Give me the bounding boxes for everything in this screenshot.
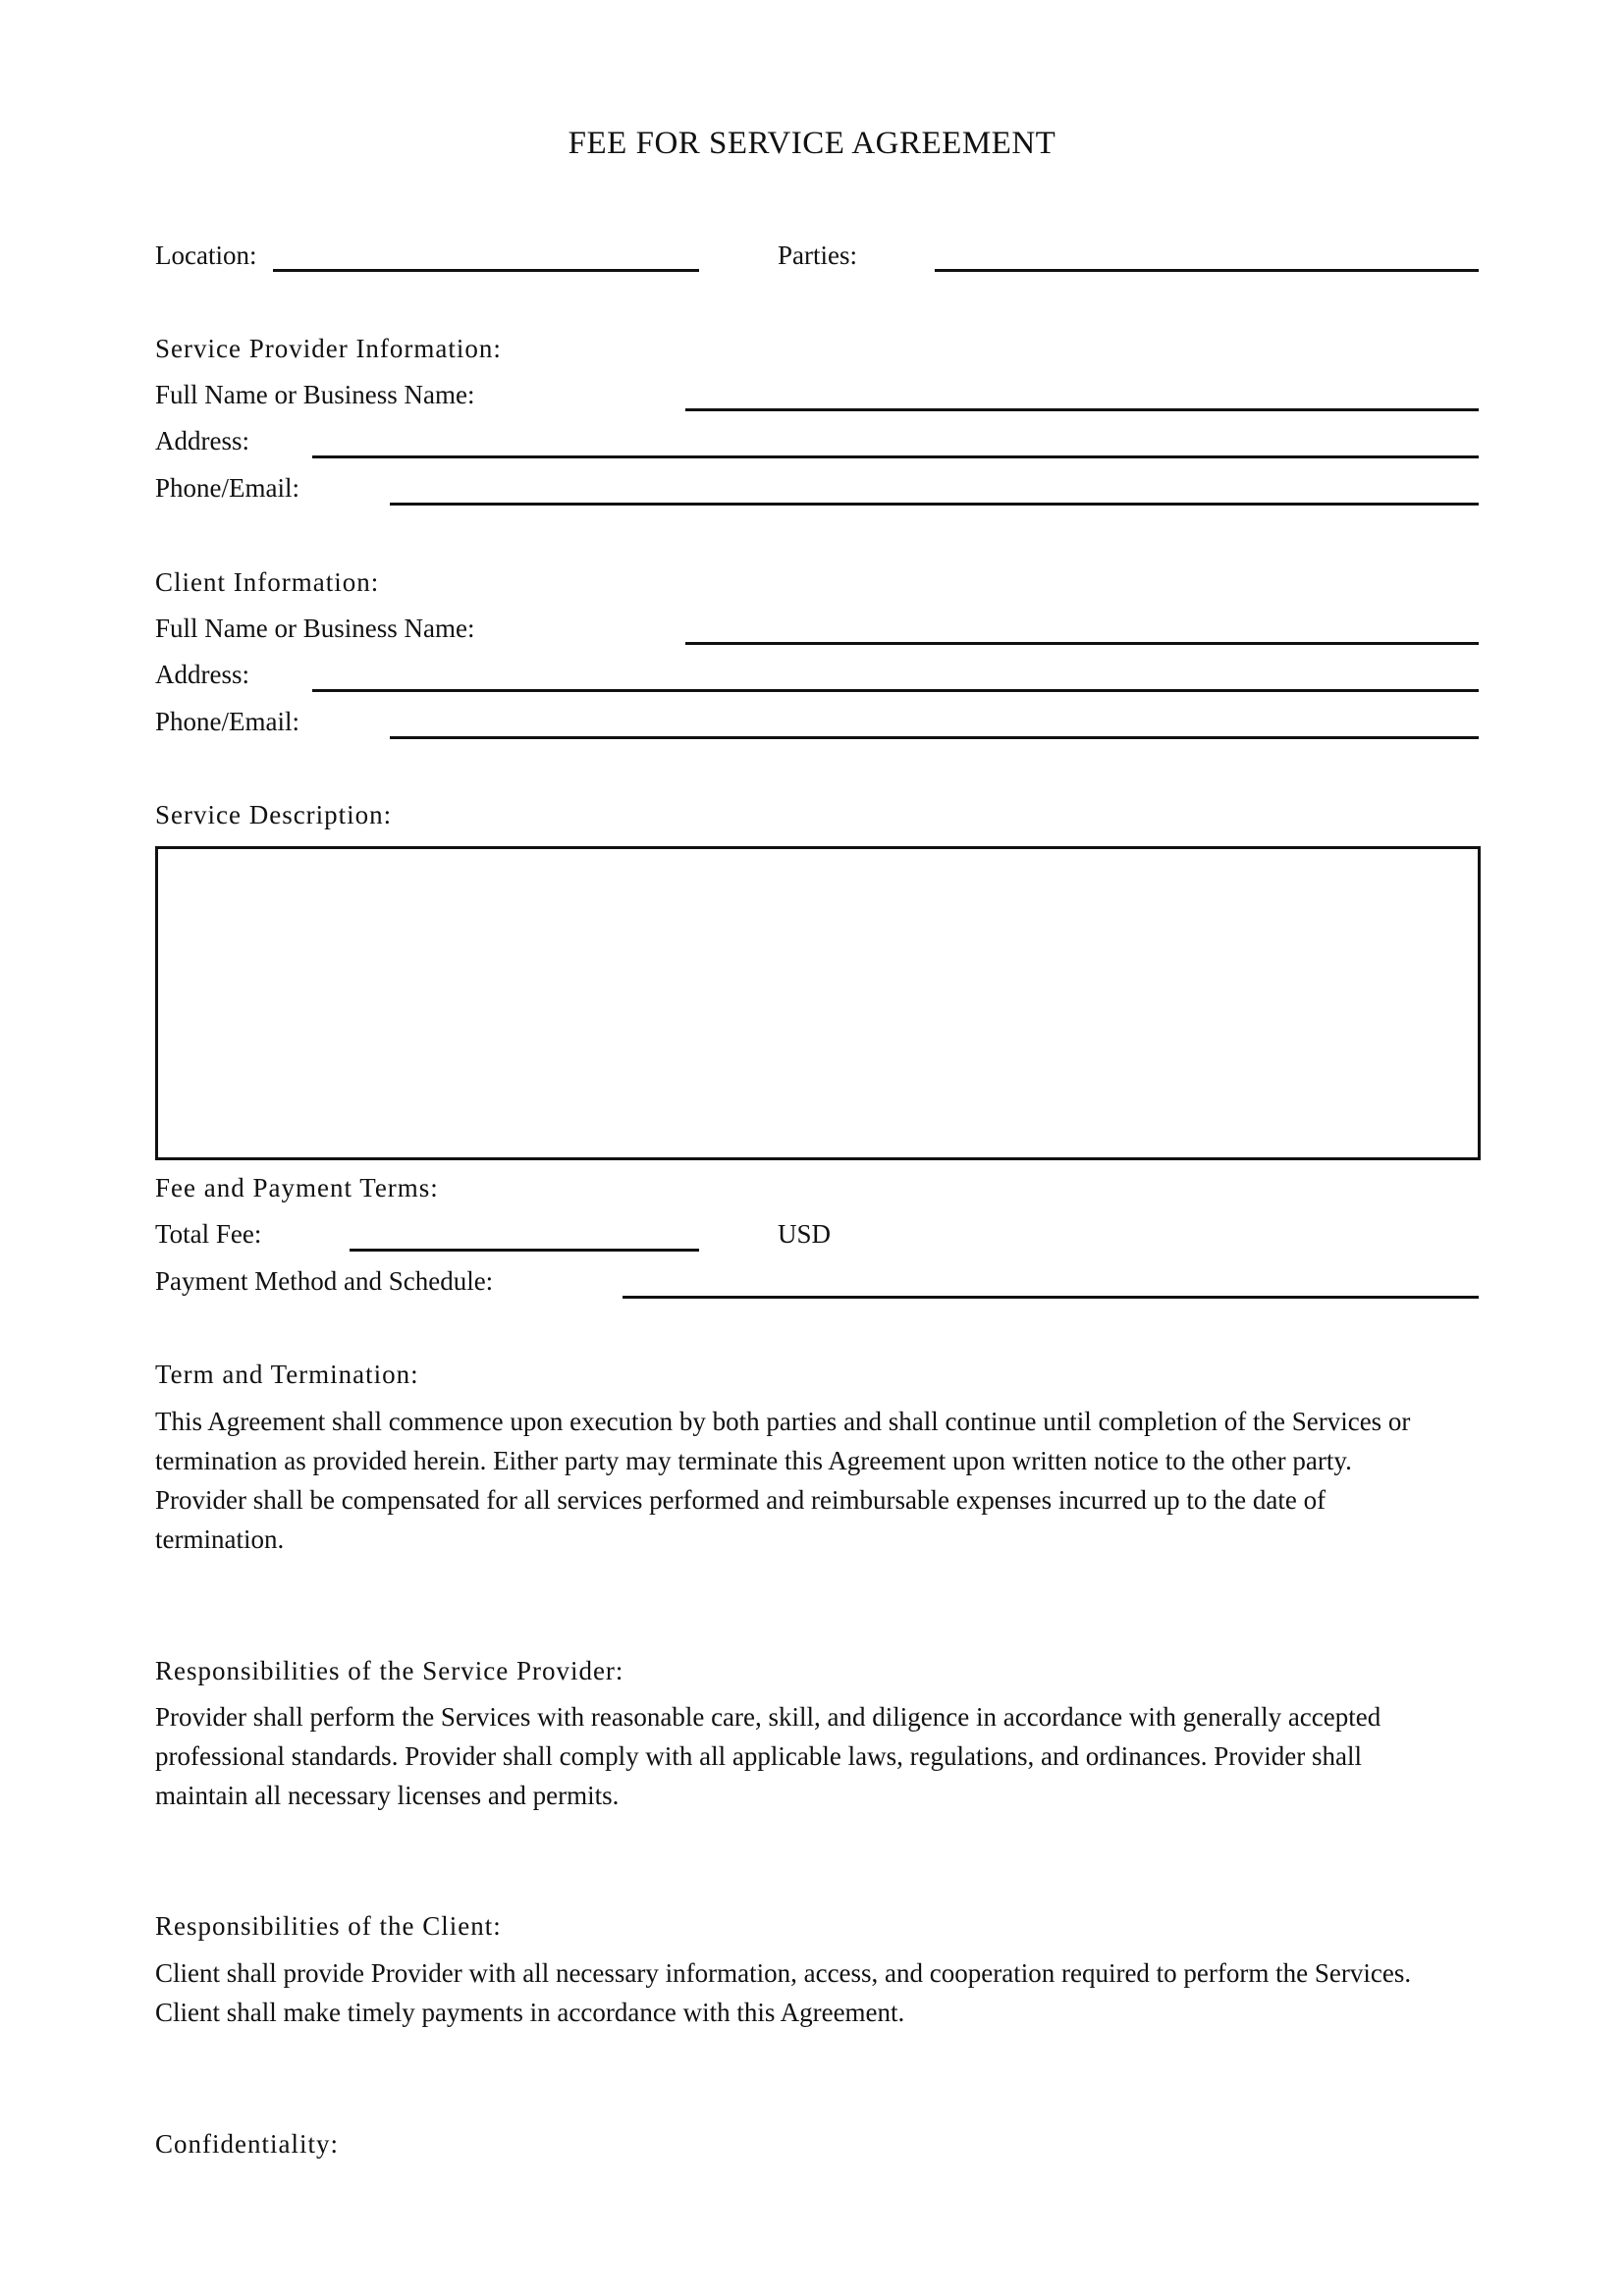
provider-responsibilities-heading: Responsibilities of the Service Provider: — [155, 1656, 624, 1685]
client-info-heading: Client Information: — [155, 567, 380, 597]
provider-address-field[interactable] — [312, 455, 1479, 458]
provider-contact-field[interactable] — [390, 503, 1479, 506]
provider-responsibilities-line: maintain all necessary licenses and permits. — [155, 1781, 620, 1810]
term-line: termination as provided herein. Either party may terminate this Agreement upon written notice to the other party. — [155, 1446, 1352, 1475]
provider-responsibilities-line: professional standards. Provider shall comply with all applicable laws, regulations, and ordinances. Provider shall — [155, 1741, 1362, 1771]
fee-terms-heading: Fee and Payment Terms: — [155, 1173, 439, 1202]
currency-label: USD — [778, 1219, 832, 1249]
payment-schedule-field[interactable] — [623, 1296, 1479, 1299]
total-fee-field[interactable] — [350, 1249, 699, 1252]
client-responsibilities-line: Client shall provide Provider with all necessary information, access, and cooperation required to perform the Services. — [155, 1958, 1412, 1988]
client-name-field[interactable] — [685, 642, 1479, 645]
document-title: FEE FOR SERVICE AGREEMENT — [568, 126, 1056, 161]
service-description-heading: Service Description: — [155, 800, 393, 829]
client-contact-label: Phone/Email: — [155, 707, 299, 736]
provider-responsibilities-text — [155, 1697, 1481, 1815]
provider-info-heading: Service Provider Information: — [155, 334, 502, 363]
client-address-field[interactable] — [312, 689, 1479, 692]
term-termination-text — [155, 1402, 1481, 1559]
client-responsibilities-line: Client shall make timely payments in accordance with this Agreement. — [155, 1998, 905, 2027]
term-line: This Agreement shall commence upon execution by both parties and shall continue until completion of the Services or — [155, 1407, 1411, 1436]
client-address-label: Address: — [155, 660, 249, 689]
parties-label: Parties: — [778, 240, 857, 270]
total-fee-label: Total Fee: — [155, 1219, 262, 1249]
provider-responsibilities-line: Provider shall perform the Services with reasonable care, skill, and diligence in accordance with generally accepted — [155, 1702, 1381, 1732]
payment-schedule-label: Payment Method and Schedule: — [155, 1266, 494, 1296]
provider-name-field[interactable] — [685, 408, 1479, 411]
provider-address-label: Address: — [155, 426, 249, 455]
parties-field[interactable] — [935, 269, 1479, 272]
term-termination-heading: Term and Termination: — [155, 1360, 419, 1389]
term-line: Provider shall be compensated for all services performed and reimbursable expenses incurred up to the date of — [155, 1485, 1326, 1515]
client-name-label: Full Name or Business Name: — [155, 614, 475, 643]
client-responsibilities-heading: Responsibilities of the Client: — [155, 1911, 502, 1941]
location-field[interactable] — [273, 269, 699, 272]
service-description-box[interactable] — [155, 846, 1481, 1160]
provider-contact-label: Phone/Email: — [155, 473, 299, 503]
location-label: Location: — [155, 240, 257, 270]
client-responsibilities-text — [155, 1953, 1481, 2032]
confidentiality-heading: Confidentiality: — [155, 2129, 339, 2159]
provider-name-label: Full Name or Business Name: — [155, 380, 475, 409]
client-contact-field[interactable] — [390, 736, 1479, 739]
term-line: termination. — [155, 1524, 285, 1554]
